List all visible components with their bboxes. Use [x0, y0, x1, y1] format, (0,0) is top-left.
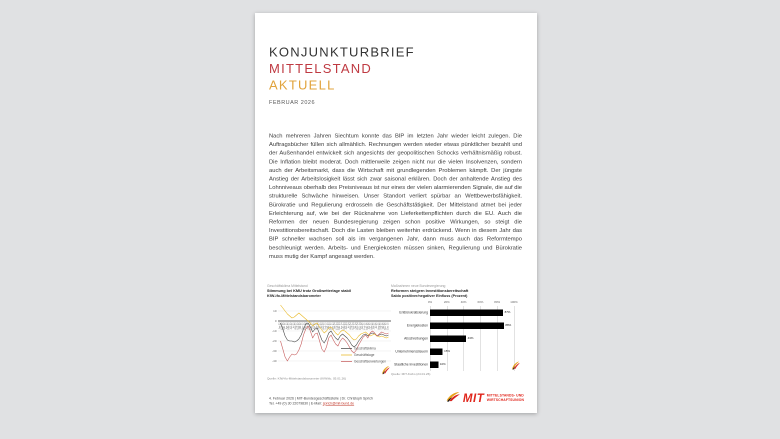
business-climate-chart	[267, 284, 392, 381]
bar-row	[391, 332, 522, 345]
bar-value-label: 10%	[439, 362, 446, 366]
svg-text:Mai 23: Mai 23	[316, 322, 319, 330]
svg-text:Jan 23: Jan 23	[307, 322, 310, 330]
footer-contact	[269, 397, 373, 407]
bar-fill	[430, 322, 504, 329]
bar-row	[391, 358, 522, 371]
chart-kicker: Maßnahmen neue Bundesregierung	[391, 284, 446, 288]
svg-text:Jan 25: Jan 25	[362, 322, 365, 330]
chart-title: Reformen steigern Investitionsbereitschaft	[391, 288, 469, 293]
masthead-title-line1: KONJUNKTURBRIEF	[269, 44, 415, 60]
mit-wing-icon	[445, 392, 460, 406]
svg-text:Nov 25: Nov 25	[385, 322, 388, 330]
svg-text:Sep 22: Sep 22	[297, 322, 300, 330]
svg-text:Apr 25: Apr 25	[369, 322, 372, 330]
svg-text:0: 0	[274, 319, 277, 324]
svg-text:Jul 24: Jul 24	[348, 322, 351, 329]
svg-text:Aug 22: Aug 22	[295, 322, 298, 330]
svg-text:Mai 24: Mai 24	[343, 322, 346, 330]
masthead	[255, 13, 537, 106]
svg-text:-10: -10	[272, 329, 277, 334]
bar-fill	[430, 335, 466, 342]
chart-kicker: Geschäftsklima Mittelstand	[267, 284, 308, 288]
svg-text:Jul 23: Jul 23	[320, 322, 323, 329]
svg-text:-40: -40	[272, 359, 277, 364]
bar-category-label: Staatliche Investitionen	[394, 362, 428, 367]
mit-logo-caption-line1: MITTELSTANDS- UND	[486, 394, 524, 398]
svg-text:-20: -20	[272, 339, 277, 344]
svg-text:Mai 25: Mai 25	[371, 322, 374, 330]
svg-text:Aug 23: Aug 23	[323, 322, 326, 330]
svg-text:Nov 22: Nov 22	[302, 322, 305, 330]
svg-text:Nov 24: Nov 24	[357, 322, 360, 330]
svg-text:Jul 25: Jul 25	[376, 322, 379, 329]
svg-text:Mrz 25: Mrz 25	[366, 322, 369, 330]
chart-source: Quelle: KfW-ifo-Mittelstandsbarometer (KfW/ifo, 05.01.26)	[267, 377, 347, 381]
bar-axis-tick: 60%	[477, 301, 484, 304]
chart-subtitle: Saldo positiver/negativer Einfluss (Prozent)	[391, 293, 468, 298]
svg-text:Apr 22: Apr 22	[286, 322, 289, 330]
svg-text:Apr 23: Apr 23	[313, 322, 316, 330]
bar-axis-tick: 0%	[427, 301, 433, 304]
bar-track	[430, 348, 514, 355]
svg-text:Mrz 23: Mrz 23	[311, 322, 314, 330]
bar-fill	[430, 361, 438, 368]
svg-text:Geschäftsklima: Geschäftsklima	[354, 346, 376, 351]
article-text: Nach mehreren Jahren Siechtum konnte das BIP im letzten Jahr wieder leicht zulegen. Die Auftragsbücher füllen sich allmählich. Rechnungen werden wieder etwas pünktlicher bezahlt und der Außenhandel entwickelt sich angesichts der geopolitischen Schocks verhältnismäßig robust. Die Inflation bleibt moderat. Doch mittlerweile zeigen nicht nur die vielen Insolvenzen, sondern auch der Arbeitsmarkt, dass die Wirtschaft mit grundlegenden Problemen kämpft. Der jüngste Anstieg der Arbeitslosigkeit lässt sich zwar saisonal erklären. Doch der anhaltende Anstieg des Lohnniveaus oberhalb des Preisniveaus ist nur eines der vielen alarmierenden Signale, die auf die strukturelle Schwäche hinweisen. Unser Standort verliert spürbar an Wettbewerbsfähigkeit. Bürokratie und Regulierung erdrosseln die Geschäftstätigkeit. Der Mittelstand atmet bei jeder Erleichterung auf, wie bei der Rücknahme von Lieferkettenpflichten durch die EU. Auch die Reformen der neuen Bundesregierung zeigen schon positive Wirkungen, so steigt die Investitionsbereitschaft. Doch die Lasten bleiben weiterhin erdrückend. Wenn in diesem Jahr das BIP schneller wachsen soll als im vergangenen Jahr, dann muss auch das Reformtempo beschleunigt werden. Arbeits- und Energiekosten müssen sinken, Regulierung und Bürokratie muss mutig der Kampf angesagt werden.	[269, 132, 522, 260]
svg-text:Geschäftslage: Geschäftslage	[354, 353, 375, 358]
bar-value-label: 43%	[467, 336, 474, 340]
bar-axis-tick: 100%	[510, 301, 518, 304]
bar-category-label: Abschreibungen	[404, 336, 428, 341]
svg-text:Okt 24: Okt 24	[355, 322, 358, 330]
svg-text:Sep 24: Sep 24	[353, 322, 356, 330]
bar-category-label: Energiekosten	[406, 323, 428, 328]
svg-text:Dez 22: Dez 22	[304, 322, 307, 330]
svg-text:Okt 25: Okt 25	[382, 322, 385, 330]
svg-text:Dez 25: Dez 25	[387, 322, 390, 330]
svg-text:Mrz 24: Mrz 24	[339, 322, 342, 330]
bar-track	[430, 322, 514, 329]
mit-wing-stamp-icon	[510, 361, 522, 373]
chart-title: Stimmung bei KMU trotz Großwetterlage stabil	[267, 288, 351, 293]
chart-source: Quelle: MIT-KoKo (24.01.26)	[391, 372, 431, 376]
bar-row	[391, 319, 522, 332]
svg-text:Mai 22: Mai 22	[288, 322, 291, 330]
footer-contact-line2-prefix: Tel. +49 (0) 30 22079830 | E-Mail:	[269, 401, 323, 406]
svg-text:Mrz 22: Mrz 22	[284, 322, 287, 330]
svg-text:Aug 25: Aug 25	[378, 322, 381, 330]
footer-contact-line2	[269, 401, 373, 406]
svg-text:Sep 23: Sep 23	[325, 322, 328, 330]
svg-text:Nov 23: Nov 23	[330, 322, 333, 330]
svg-text:Feb 25: Feb 25	[364, 322, 367, 330]
svg-text:Jun 22: Jun 22	[290, 322, 293, 330]
svg-text:Sep 25: Sep 25	[380, 322, 383, 330]
svg-text:Feb 23: Feb 23	[309, 322, 312, 330]
bar-category-label: Entbürokratisierung	[399, 310, 428, 315]
svg-text:-30: -30	[272, 349, 277, 354]
bar-axis-tick: 40%	[460, 301, 467, 304]
issue-date: FEBRUAR 2026	[269, 99, 316, 106]
svg-text:Apr 24: Apr 24	[341, 322, 344, 330]
svg-text:Geschäftserwartungen: Geschäftserwartungen	[354, 359, 387, 364]
svg-text:Jul 22: Jul 22	[293, 322, 296, 329]
reforms-bar-chart	[391, 284, 522, 376]
svg-text:Okt 23: Okt 23	[327, 322, 330, 330]
bar-track	[430, 361, 514, 368]
svg-text:Jun 23: Jun 23	[318, 322, 321, 330]
document-page-wrapper	[255, 13, 537, 413]
bar-value-label: 88%	[505, 323, 512, 327]
bar-plot	[391, 301, 522, 371]
svg-text:Aug 24: Aug 24	[350, 322, 353, 330]
chart-subtitle: KfW-ifo-Mittelstandsbarometer	[267, 293, 321, 298]
svg-text:Jan 24: Jan 24	[334, 322, 337, 330]
bar-value-label: 15%	[444, 349, 450, 353]
masthead-title-line3: AKTUELL	[269, 77, 336, 93]
bar-rows	[391, 306, 522, 371]
svg-text:Jun 25: Jun 25	[373, 322, 376, 330]
mit-logo	[445, 392, 524, 406]
svg-text:Feb 22: Feb 22	[281, 322, 284, 330]
mit-logo-caption-line2: WIRTSCHAFTSUNION	[486, 398, 524, 402]
svg-text:Jun 24: Jun 24	[346, 322, 349, 330]
mit-logo-text: MIT	[462, 391, 485, 405]
bar-fill	[430, 309, 503, 316]
bar-row	[391, 345, 522, 358]
newsletter-page	[255, 13, 537, 413]
mit-logo-caption	[487, 394, 524, 403]
bar-category-label: Unternehmenssteuern	[395, 349, 428, 354]
svg-text:Okt 22: Okt 22	[300, 322, 303, 330]
svg-text:Jan 22: Jan 22	[279, 322, 282, 330]
bar-fill	[430, 348, 443, 355]
bar-axis-tick: 80%	[494, 301, 501, 304]
climate-chart-canvas	[267, 298, 392, 373]
bar-axis-tick: 20%	[443, 301, 450, 304]
bar-value-label: 87%	[504, 310, 511, 314]
footer-contact-line1: 4. Februar 2026 | MIT-Bundesgeschäftsstelle | Dr. Christoph Sprich	[269, 397, 373, 401]
bar-track	[430, 309, 514, 316]
bar-track	[430, 335, 514, 342]
svg-text:10: 10	[273, 309, 277, 314]
svg-text:Feb 24: Feb 24	[336, 322, 339, 330]
email-link[interactable]: sprich@mit-bund.de	[322, 401, 355, 406]
svg-text:Dez 23: Dez 23	[332, 322, 335, 330]
bar-row	[391, 306, 522, 319]
svg-text:Dez 24: Dez 24	[359, 322, 362, 330]
masthead-title-line2: MITTELSTAND	[269, 61, 373, 76]
